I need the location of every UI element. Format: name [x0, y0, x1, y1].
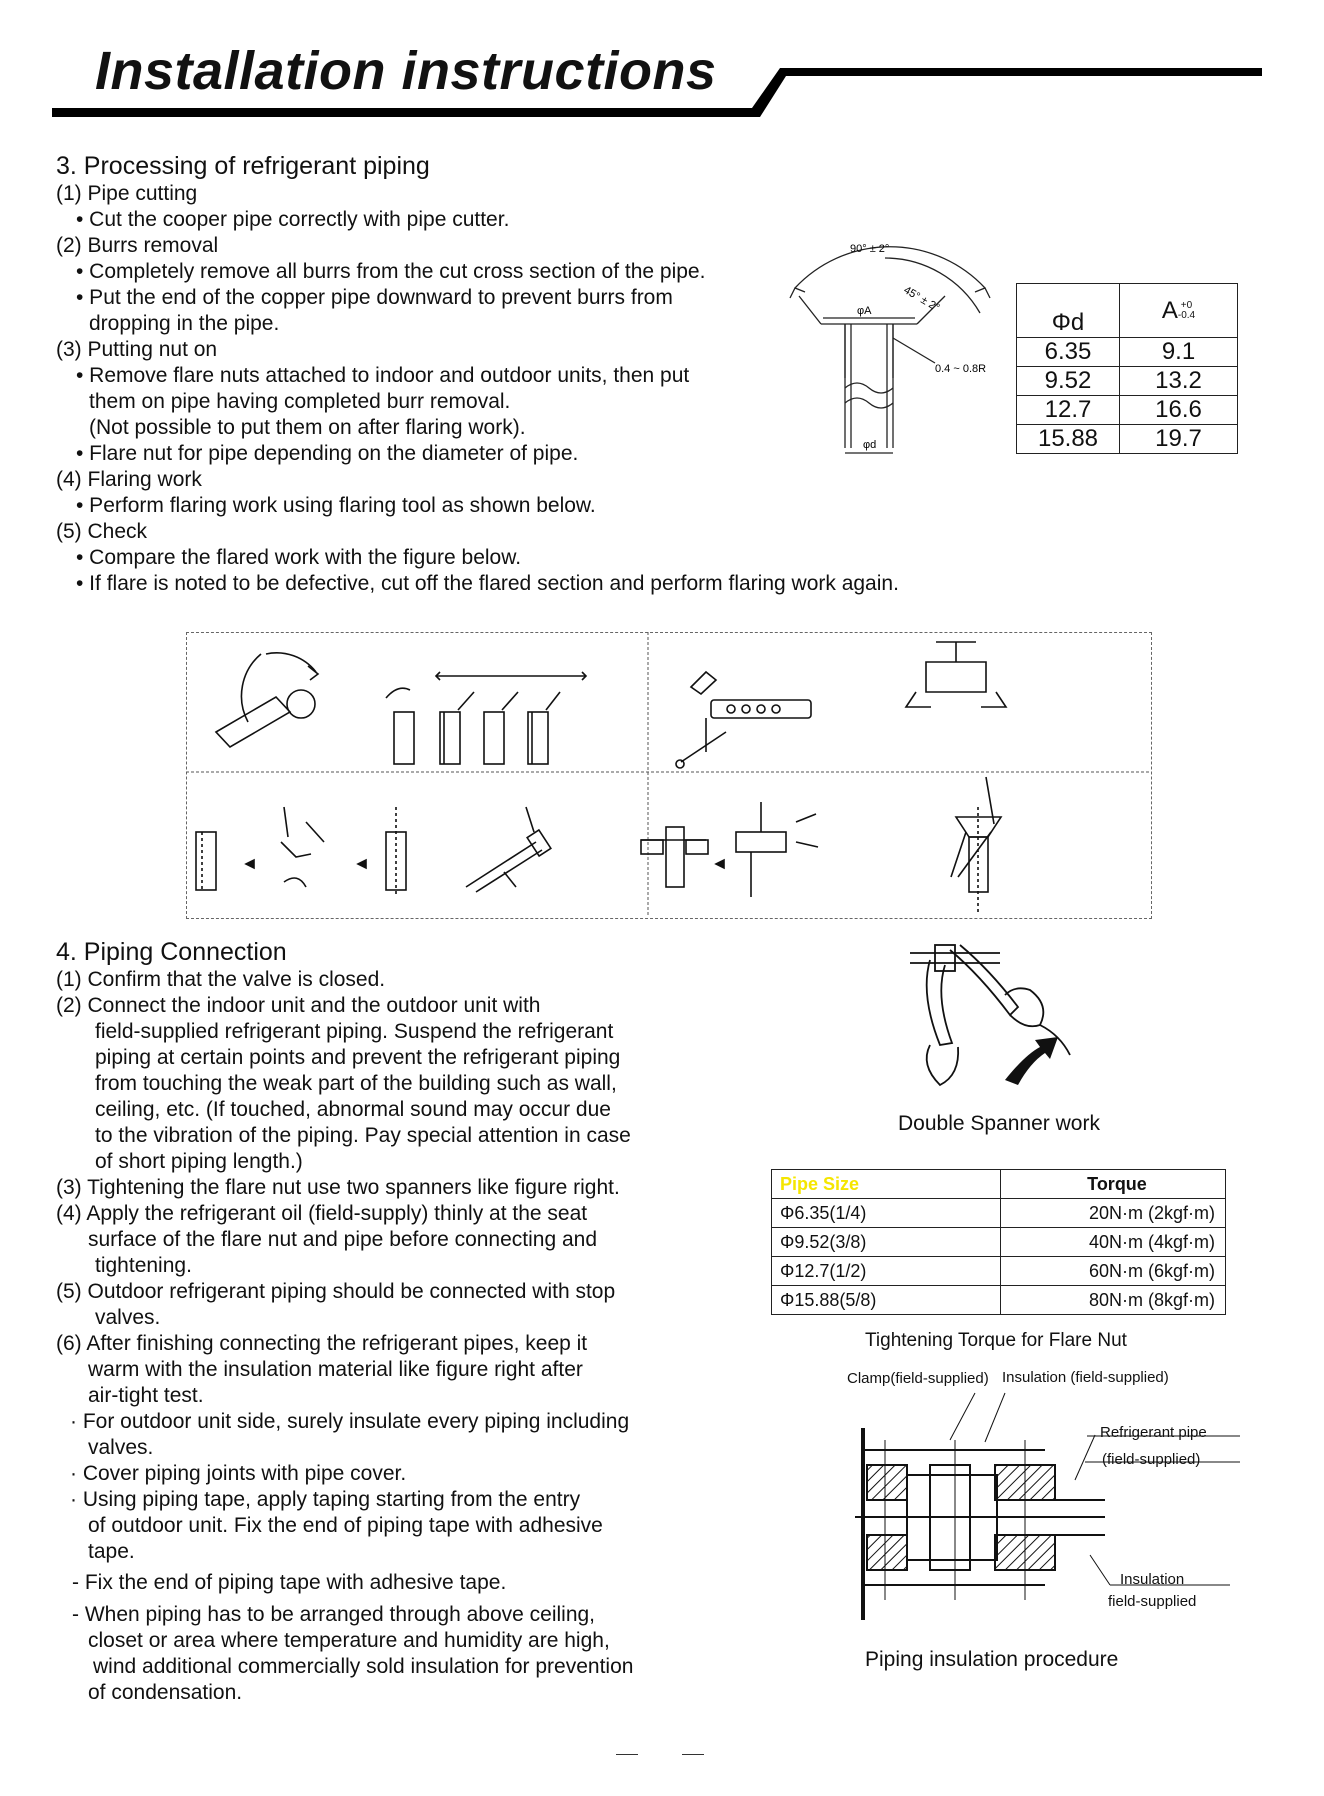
table-cell: 19.7: [1120, 425, 1238, 454]
s3-line: dropping in the pipe.: [89, 312, 280, 335]
table-cell: Φ6.35(1/4): [772, 1199, 1001, 1228]
s3-line: • Perform flaring work using flaring tool as shown below.: [76, 494, 596, 517]
s4-line: (4) Apply the refrigerant oil (field-supply) thinly at the seat: [56, 1202, 588, 1225]
flare-label-a: φA: [857, 305, 872, 317]
s4-line: closet or area where temperature and humidity are high,: [88, 1629, 610, 1652]
page-footer-dash-right: [682, 1754, 704, 1755]
page-footer-dash-left: [616, 1754, 638, 1755]
s4-line: tape.: [88, 1540, 135, 1563]
table-cell: 40N·m (4kgf·m): [1001, 1228, 1226, 1257]
section-4-title: 4. Piping Connection: [56, 938, 287, 966]
s3-line: • Remove flare nuts attached to indoor and outdoor units, then put: [76, 364, 690, 387]
s3-line: • Cut the cooper pipe correctly with pipe cutter.: [76, 208, 510, 231]
table-cell: 60N·m (6kgf·m): [1001, 1257, 1226, 1286]
tolerance-plus: +0: [1180, 300, 1193, 312]
s4-line: surface of the flare nut and pipe before connecting and: [88, 1228, 598, 1251]
s4-line: piping at certain points and prevent the refrigerant piping: [95, 1046, 621, 1069]
label-clamp: Clamp(field-supplied): [847, 1370, 989, 1387]
spanner-caption: Double Spanner work: [898, 1112, 1100, 1135]
s3-line: • Completely remove all burrs from the cut cross section of the pipe.: [76, 260, 706, 283]
s4-line: (6) After finishing connecting the refrigerant pipes, keep it: [56, 1332, 588, 1355]
table-cell: 9.52: [1017, 367, 1120, 396]
section-3-title: 3. Processing of refrigerant piping: [56, 152, 430, 180]
s3-line: • Flare nut for pipe depending on the diameter of pipe.: [76, 442, 579, 465]
insulation-caption: Piping insulation procedure: [865, 1648, 1119, 1671]
s4-line: to the vibration of the piping. Pay special attention in case: [95, 1124, 631, 1147]
s4-line: of outdoor unit. Fix the end of piping tape with adhesive: [88, 1514, 603, 1537]
table-cell: 13.2: [1120, 367, 1238, 396]
s4-line: · For outdoor unit side, surely insulate every piping including: [70, 1410, 630, 1433]
flare-label-d: φd: [863, 439, 877, 451]
s4-line: of condensation.: [88, 1681, 243, 1704]
torque-table: [771, 1169, 1226, 1315]
table-cell: 9.1: [1120, 338, 1238, 367]
s4-line: valves.: [95, 1306, 161, 1329]
s4-line: · Cover piping joints with pipe cover.: [70, 1462, 407, 1485]
s3-line: (2) Burrs removal: [56, 234, 219, 257]
s4-line: warm with the insulation material like figure right after: [88, 1358, 583, 1381]
s3-line: • Compare the flared work with the figure below.: [76, 546, 522, 569]
label-insulation-top: Insulation (field-supplied): [1002, 1369, 1169, 1386]
s4-line: of short piping length.): [95, 1150, 303, 1173]
flare-angle-inner: 45° ± 2°: [901, 284, 942, 315]
flare-dimension-table: [1016, 283, 1238, 454]
flaring-procedure-illustrations: [186, 632, 1152, 919]
s3-line: • Put the end of the copper pipe downward to prevent burrs from: [76, 286, 673, 309]
page-title: Installation instructions: [95, 41, 717, 101]
table-header-a: [1120, 284, 1238, 338]
s4-line: - When piping has to be arranged through above ceiling,: [72, 1603, 596, 1626]
table-header-a-tolerance: [1178, 301, 1195, 321]
s3-line: (3) Putting nut on: [56, 338, 218, 361]
table-header-a-label: A: [1161, 296, 1178, 324]
label-insulation-bottom: Insulation: [1120, 1571, 1185, 1588]
table-cell: 15.88: [1017, 425, 1120, 454]
torque-caption: Tightening Torque for Flare Nut: [865, 1330, 1127, 1351]
s4-line: valves.: [88, 1436, 154, 1459]
s4-line: (1) Confirm that the valve is closed.: [56, 968, 386, 991]
table-cell: 80N·m (8kgf·m): [1001, 1286, 1226, 1315]
flare-label-radius: 0.4 ~ 0.8R: [935, 363, 987, 375]
table-cell: Φ9.52(3/8): [772, 1228, 1001, 1257]
table-cell: 12.7: [1017, 396, 1120, 425]
table-header-d: Φd: [1017, 284, 1120, 338]
table-cell: Φ12.7(1/2): [772, 1257, 1001, 1286]
flare-dimension-diagram: [785, 238, 1020, 463]
torque-header-size: Pipe Size: [772, 1170, 1001, 1199]
table-cell: 16.6: [1120, 396, 1238, 425]
torque-header-torque: Torque: [1001, 1170, 1226, 1199]
s3-line: them on pipe having completed burr removal.: [89, 390, 511, 413]
table-cell: 6.35: [1017, 338, 1120, 367]
s4-line: from touching the weak part of the building such as wall,: [95, 1072, 617, 1095]
s4-line: (3) Tightening the flare nut use two spanners like figure right.: [56, 1176, 620, 1199]
label-insulation-bottom-sub: field-supplied: [1108, 1593, 1197, 1610]
s4-line: tightening.: [95, 1254, 192, 1277]
s4-line: · Using piping tape, apply taping starting from the entry: [70, 1488, 581, 1511]
double-spanner-illustration: [890, 935, 1090, 1100]
s4-line: field-supplied refrigerant piping. Suspend the refrigerant: [95, 1020, 614, 1043]
flare-angle-outer: 90° ± 2°: [850, 243, 890, 255]
s3-line: (1) Pipe cutting: [56, 182, 198, 205]
s4-line: (2) Connect the indoor unit and the outdoor unit with: [56, 994, 541, 1017]
tolerance-minus: -0.4: [1177, 310, 1196, 322]
label-refrigerant-pipe-sub: (field-supplied): [1102, 1451, 1201, 1468]
label-refrigerant-pipe: Refrigerant pipe: [1100, 1424, 1207, 1441]
s4-line: air-tight test.: [88, 1384, 204, 1407]
s4-line: (5) Outdoor refrigerant piping should be connected with stop: [56, 1280, 616, 1303]
s3-line: (4) Flaring work: [56, 468, 202, 491]
s3-line: (5) Check: [56, 520, 148, 543]
s4-line: ceiling, etc. (If touched, abnormal sound may occur due: [95, 1098, 611, 1121]
insulation-diagram: [845, 1390, 1245, 1630]
s4-line: wind additional commercially sold insulation for prevention: [93, 1655, 634, 1678]
s4-line: - Fix the end of piping tape with adhesive tape.: [72, 1571, 507, 1594]
s3-line: (Not possible to put them on after flaring work).: [89, 416, 526, 439]
table-cell: Φ15.88(5/8): [772, 1286, 1001, 1315]
table-cell: 20N·m (2kgf·m): [1001, 1199, 1226, 1228]
s3-line: • If flare is noted to be defective, cut off the flared section and perform flaring work again.: [76, 572, 899, 595]
